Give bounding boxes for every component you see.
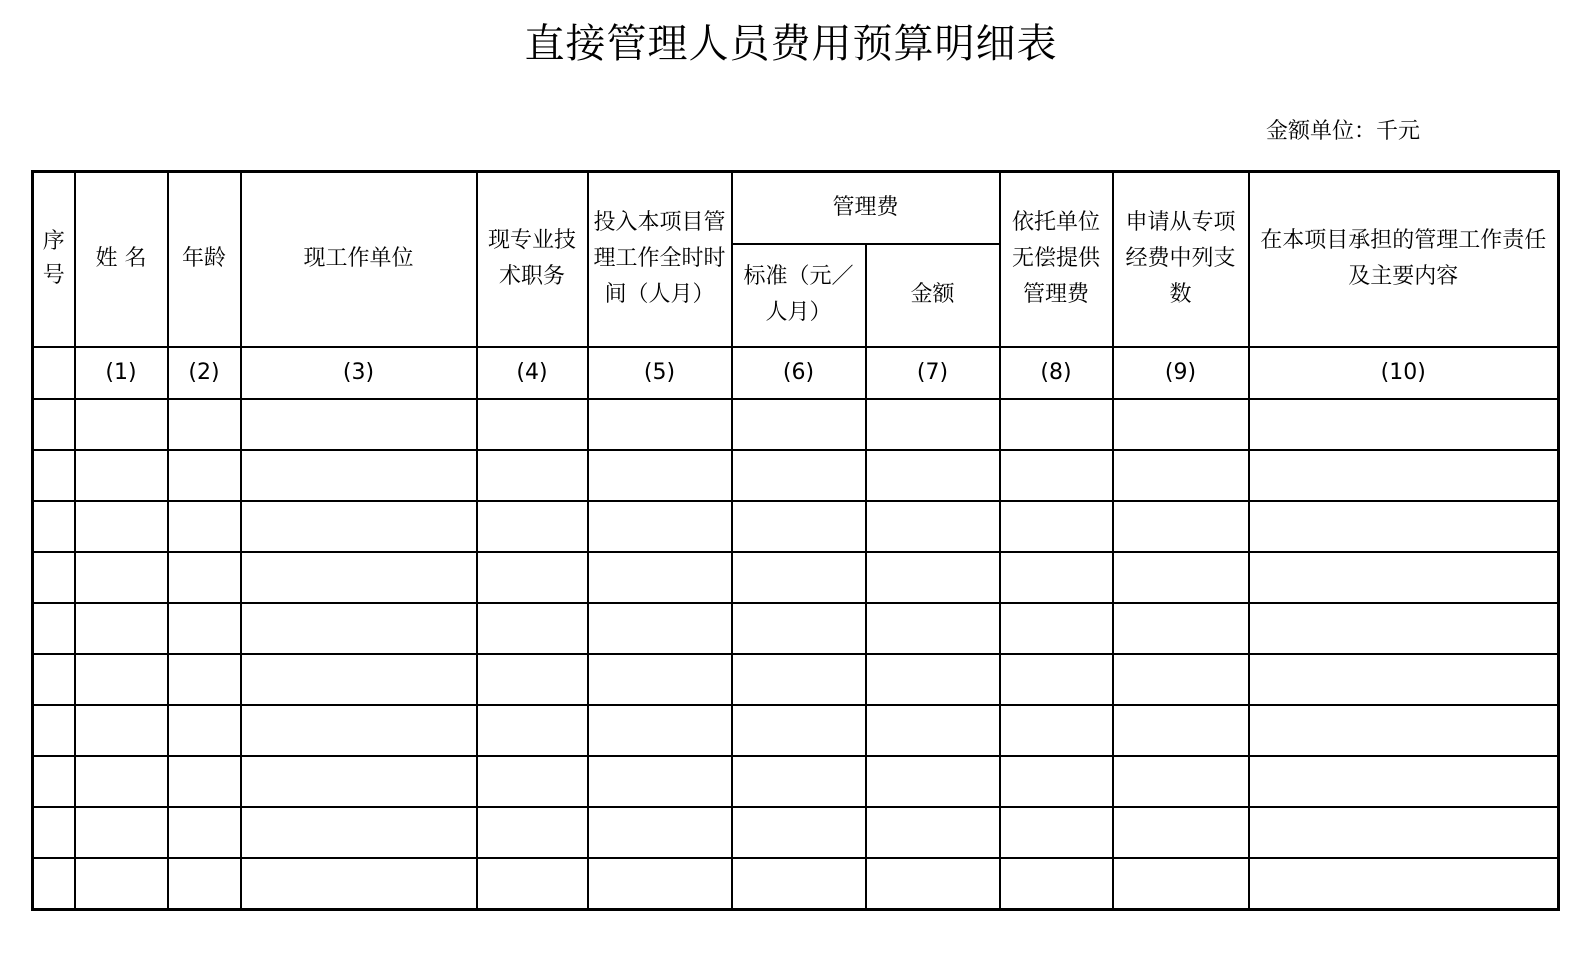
table-cell[interactable] [732,705,866,756]
header-name: 姓 名 [75,172,168,347]
table-cell[interactable] [241,705,477,756]
table-cell[interactable] [732,603,866,654]
table-cell[interactable] [241,552,477,603]
table-cell[interactable] [866,603,1000,654]
table-cell[interactable] [866,705,1000,756]
table-cell[interactable] [477,858,588,910]
index-cell: (9) [1113,347,1249,399]
table-cell[interactable] [477,501,588,552]
table-cell[interactable] [33,654,75,705]
table-cell[interactable] [75,807,168,858]
table-row [33,450,1559,501]
table-cell[interactable] [1000,501,1113,552]
table-cell[interactable] [168,807,241,858]
table-cell[interactable] [1113,450,1249,501]
header-host-unit-fee: 依托单位无偿提供管理费 [1000,172,1113,347]
table-cell[interactable] [1249,756,1559,807]
table-cell[interactable] [241,756,477,807]
table-cell[interactable] [1000,450,1113,501]
header-row-top [33,172,1559,244]
table-cell[interactable] [75,654,168,705]
table-cell[interactable] [33,399,75,450]
table-cell[interactable] [588,501,732,552]
table-cell[interactable] [866,501,1000,552]
table-cell[interactable] [241,807,477,858]
table-cell[interactable] [75,756,168,807]
header-seq [33,172,75,347]
header-age: 年龄 [168,172,241,347]
table-cell[interactable] [866,654,1000,705]
table-cell[interactable] [732,399,866,450]
table-cell[interactable] [477,603,588,654]
table-cell[interactable] [588,756,732,807]
table-cell[interactable] [1249,705,1559,756]
table-cell[interactable] [588,858,732,910]
table-cell[interactable] [1113,552,1249,603]
index-cell: (5) [588,347,732,399]
table-row [33,756,1559,807]
table-cell[interactable] [33,552,75,603]
table-cell[interactable] [477,807,588,858]
table-cell[interactable] [33,858,75,910]
table-cell[interactable] [241,450,477,501]
table-cell[interactable] [33,705,75,756]
header-mgmt-fee: 管理费 [732,172,1000,244]
table-cell[interactable] [477,756,588,807]
table-cell[interactable] [1000,705,1113,756]
table-cell[interactable] [168,756,241,807]
table-cell[interactable] [732,501,866,552]
column-index-row [33,347,1559,399]
index-cell: (3) [241,347,477,399]
index-cell: (10) [1249,347,1559,399]
table-cell[interactable] [1249,858,1559,910]
table-cell[interactable] [477,654,588,705]
table-row [33,705,1559,756]
table-cell[interactable] [477,705,588,756]
table-cell[interactable] [241,501,477,552]
table-cell[interactable] [168,399,241,450]
table-cell[interactable] [241,603,477,654]
table-cell[interactable] [1113,858,1249,910]
table-row [33,858,1559,910]
header-workplace: 现工作单位 [241,172,477,347]
table-cell[interactable] [588,399,732,450]
table-cell[interactable] [1249,552,1559,603]
table-cell[interactable] [1000,399,1113,450]
table-cell[interactable] [1000,756,1113,807]
table-cell[interactable] [241,654,477,705]
table-cell[interactable] [33,603,75,654]
table-cell[interactable] [75,450,168,501]
table-cell[interactable] [1000,807,1113,858]
table-cell[interactable] [168,654,241,705]
table-cell[interactable] [588,552,732,603]
table-cell[interactable] [75,603,168,654]
table-cell[interactable] [866,858,1000,910]
index-cell: (1) [75,347,168,399]
table-cell[interactable] [168,552,241,603]
table-cell[interactable] [1249,399,1559,450]
index-cell: (7) [866,347,1000,399]
table-row [33,603,1559,654]
table-cell[interactable] [168,858,241,910]
table-cell[interactable] [75,705,168,756]
table-cell[interactable] [477,450,588,501]
table-cell[interactable] [33,807,75,858]
table-cell[interactable] [33,501,75,552]
table-cell[interactable] [732,450,866,501]
table-cell[interactable] [1113,399,1249,450]
table-cell[interactable] [1000,858,1113,910]
table-cell[interactable] [1000,654,1113,705]
table-cell[interactable] [1113,654,1249,705]
table-cell[interactable] [588,603,732,654]
table-cell[interactable] [168,501,241,552]
table-body [33,347,1559,910]
table-cell[interactable] [732,756,866,807]
table-cell[interactable] [588,807,732,858]
table-cell[interactable] [1000,552,1113,603]
header-standard: 标准（元／人月） [732,244,866,347]
header-responsibilities: 在本项目承担的管理工作责任及主要内容 [1249,172,1559,347]
table-cell[interactable] [1113,705,1249,756]
table-cell[interactable] [75,399,168,450]
budget-table [31,170,1560,911]
header-time-invested: 投入本项目管理工作全时时间（人月） [588,172,732,347]
table-cell[interactable] [75,858,168,910]
table-cell[interactable] [588,705,732,756]
table-cell[interactable] [866,399,1000,450]
table-row [33,807,1559,858]
table-cell[interactable] [1113,603,1249,654]
index-cell: (4) [477,347,588,399]
table-cell[interactable] [75,552,168,603]
table-cell[interactable] [732,807,866,858]
header-seq-label: 序号 [42,228,65,288]
table-cell[interactable] [866,450,1000,501]
index-cell: (2) [168,347,241,399]
table-cell[interactable] [477,399,588,450]
table-cell[interactable] [732,858,866,910]
table-cell[interactable] [1249,807,1559,858]
table-cell[interactable] [866,756,1000,807]
table-cell[interactable] [75,501,168,552]
table-row [33,399,1559,450]
index-cell: (8) [1000,347,1113,399]
table-row [33,654,1559,705]
header-apply-from-fund: 申请从专项经费中列支数 [1113,172,1249,347]
table-cell[interactable] [866,552,1000,603]
table-cell[interactable] [168,603,241,654]
table-cell[interactable] [732,552,866,603]
table-cell[interactable] [1249,501,1559,552]
table-cell[interactable] [1113,756,1249,807]
index-cell: (6) [732,347,866,399]
table-cell[interactable] [1249,654,1559,705]
table-row [33,552,1559,603]
table-cell[interactable] [168,450,241,501]
header-title-position: 现专业技术职务 [477,172,588,347]
index-cell-seq [33,347,75,399]
table-cell[interactable] [241,858,477,910]
table-cell[interactable] [1249,450,1559,501]
table-cell[interactable] [241,399,477,450]
table-cell[interactable] [33,450,75,501]
table-row [33,501,1559,552]
table-cell[interactable] [1113,807,1249,858]
table-cell[interactable] [477,552,588,603]
table-cell[interactable] [168,705,241,756]
table-cell[interactable] [1249,603,1559,654]
table-cell[interactable] [33,756,75,807]
table-cell[interactable] [1000,603,1113,654]
amount-unit-label: 金额单位：千元 [1266,119,1421,144]
table-cell[interactable] [1113,501,1249,552]
header-amount: 金额 [866,244,1000,347]
table-cell[interactable] [588,654,732,705]
table-cell[interactable] [732,654,866,705]
page-title: 直接管理人员费用预算明细表 [524,21,1058,67]
table-cell[interactable] [866,807,1000,858]
table-cell[interactable] [588,450,732,501]
